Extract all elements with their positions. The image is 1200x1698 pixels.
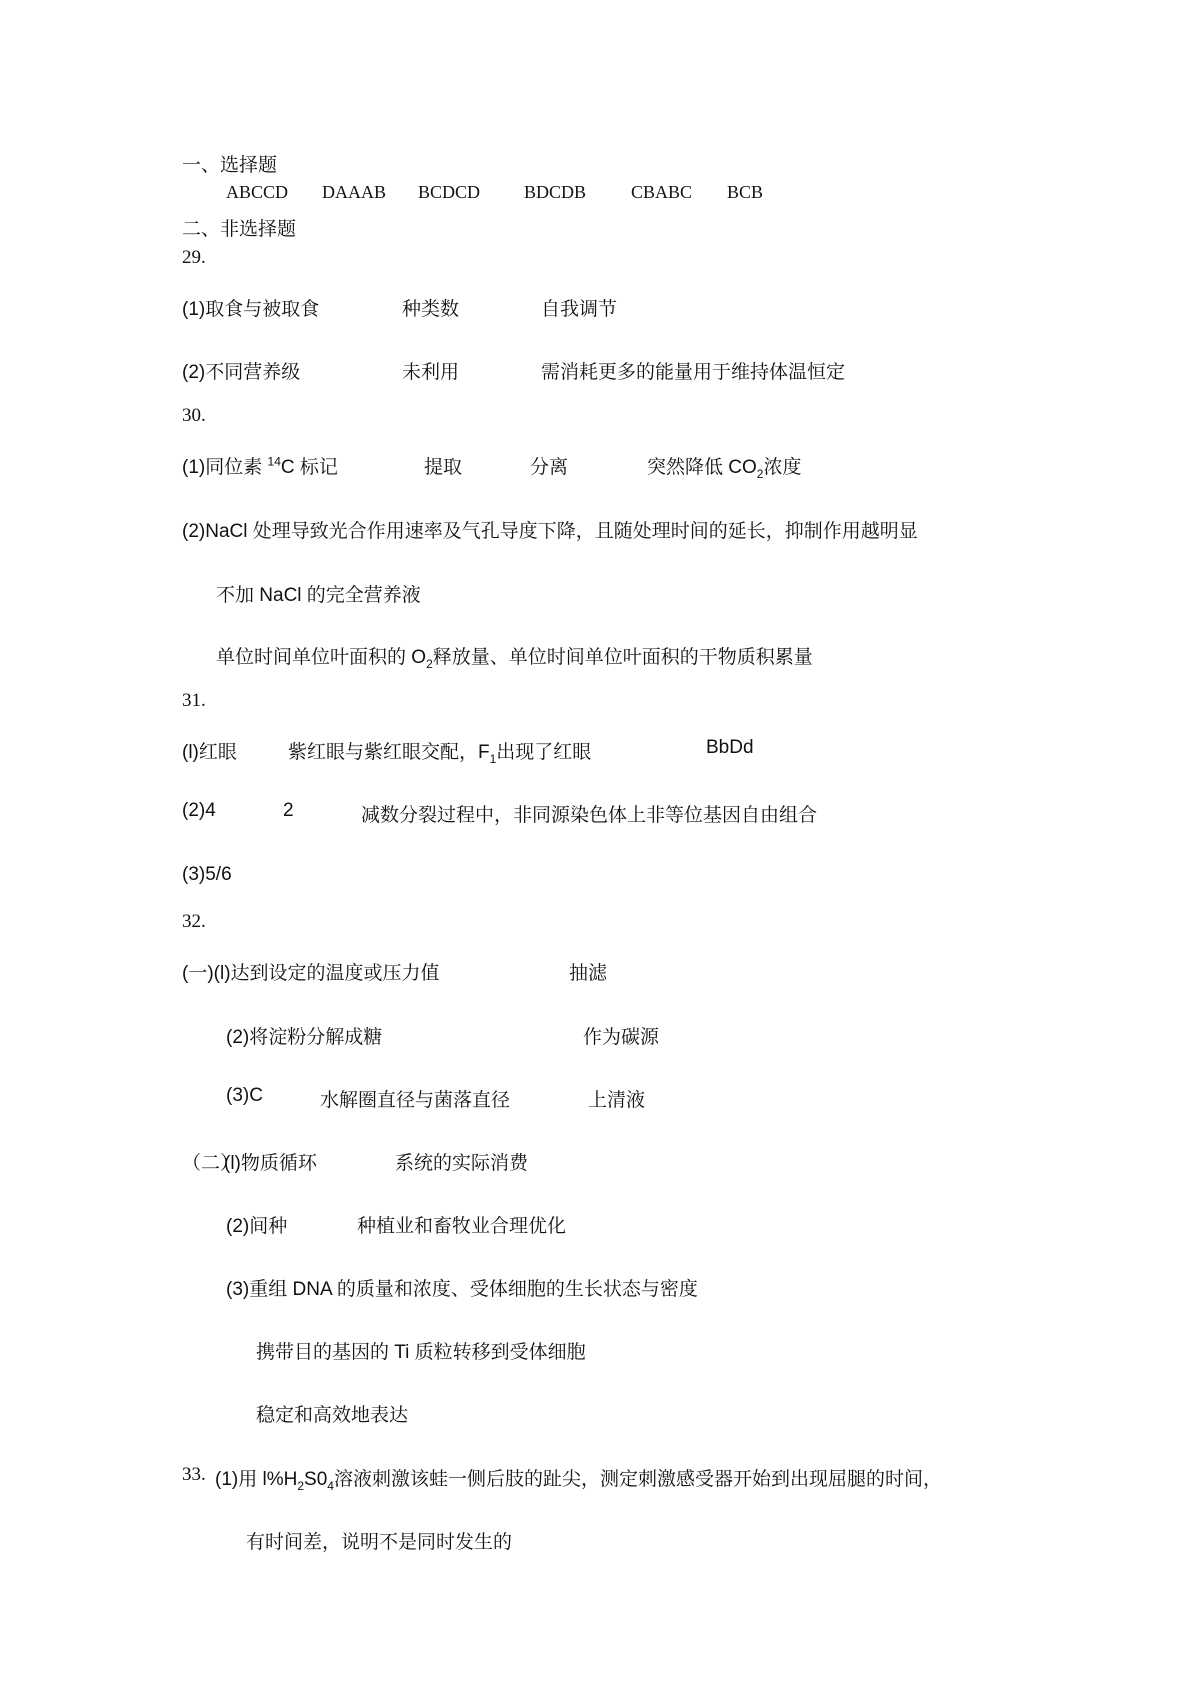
q32-line-8: 稳定和高效地表达 <box>256 1405 409 1426</box>
answer-text: 紫红眼与紫红眼交配，$F_1$出现了红眼 <box>288 742 592 766</box>
q32-line-2 <box>0 1022 1200 1048</box>
answer-text: (1)取食与被取食 <box>182 299 320 320</box>
answer-text: 水解圈直径与菌落直径 <box>320 1090 511 1111</box>
answer-text: (1)同位素 $^{14}$C 标记 <box>182 454 338 478</box>
answer-text: 提取 <box>424 457 463 478</box>
q33-line-1 <box>0 1464 1200 1493</box>
section-heading-multiple-choice: 一、选择题 <box>182 155 278 176</box>
mc-answer-group: BCB <box>727 182 764 202</box>
answer-text: 未利用 <box>402 362 460 383</box>
mc-answer-group: DAAAB <box>322 182 387 202</box>
answer-text: 作为碳源 <box>583 1027 660 1048</box>
question-number: 33. <box>182 1464 206 1485</box>
q29-line-1 <box>0 294 1200 320</box>
answer-text: (2)4 <box>182 800 216 821</box>
answer-text: (2)间种 <box>226 1216 288 1237</box>
answer-text: (3)C <box>226 1085 263 1106</box>
answer-text: (2)将淀粉分解成糖 <box>226 1027 383 1048</box>
answer-text: 需消耗更多的能量用于维持体温恒定 <box>541 362 846 383</box>
question-number: 30. <box>182 405 206 426</box>
question-number: 32. <box>182 911 206 932</box>
mc-answer-group: BCDCD <box>418 182 481 202</box>
q32-line-4 <box>0 1148 1200 1174</box>
answer-text: 系统的实际消费 <box>395 1153 529 1174</box>
answer-text: 抽滤 <box>569 963 608 984</box>
answer-text: 上清液 <box>588 1090 646 1111</box>
q31-line-1 <box>0 737 1200 766</box>
q30-line-1 <box>0 452 1200 481</box>
q30-line-2: (2)NaCl 处理导致光合作用速率及气孔导度下降，且随处理时间的延长，抑制作用越明显 <box>182 521 918 542</box>
answer-prefix: （二） <box>182 1153 240 1174</box>
answer-text: (一)(l)达到设定的温度或压力值 <box>182 963 440 984</box>
q32-line-1 <box>0 958 1200 984</box>
answer-text: 减数分裂过程中，非同源染色体上非等位基因自由组合 <box>361 805 818 826</box>
answer-text: 种类数 <box>402 299 460 320</box>
answer-text: 分离 <box>530 457 569 478</box>
q32-line-6: (3)重组 DNA 的质量和浓度、受体细胞的生长状态与密度 <box>226 1279 698 1300</box>
question-number: 31. <box>182 690 206 711</box>
answer-text: 自我调节 <box>541 299 618 320</box>
answer-text: 突然降低 $CO_2$浓度 <box>647 457 802 481</box>
question-number: 29. <box>182 247 206 268</box>
mc-answer-group: CBABC <box>631 182 693 202</box>
answer-text: (2)不同营养级 <box>182 362 301 383</box>
mc-answer-group: BDCDB <box>524 182 587 202</box>
q33-line-2: 有时间差，说明不是同时发生的 <box>246 1532 513 1553</box>
q31-line-3: (3)5/6 <box>182 864 232 885</box>
answer-text: 种植业和畜牧业合理优化 <box>357 1216 567 1237</box>
q30-line-4: 单位时间单位叶面积的 $O_2$释放量、单位时间单位叶面积的干物质积累量 <box>216 647 813 671</box>
answer-text: 2 <box>283 800 294 821</box>
section-heading-non-multiple-choice: 二、非选择题 <box>182 219 297 240</box>
answer-text: (l)物质循环 <box>224 1153 317 1174</box>
mc-answer-group: ABCCD <box>226 182 289 202</box>
q30-line-3: 不加 NaCl 的完全营养液 <box>216 585 421 606</box>
q31-line-2 <box>0 800 1200 826</box>
q32-line-5 <box>0 1211 1200 1237</box>
answer-text: (l)红眼 <box>182 742 237 763</box>
q32-line-3 <box>0 1085 1200 1111</box>
answer-text: (1)用 $l\%H_2S0_4$溶液刺激该蛙一侧后肢的趾尖，测定刺激感受器开始到出现屈腿的时间， <box>215 1469 942 1493</box>
q29-line-2 <box>0 357 1200 383</box>
answer-text: BbDd <box>706 737 754 758</box>
q32-line-7: 携带目的基因的 Ti 质粒转移到受体细胞 <box>256 1342 586 1363</box>
mc-answer-row <box>0 182 1200 208</box>
